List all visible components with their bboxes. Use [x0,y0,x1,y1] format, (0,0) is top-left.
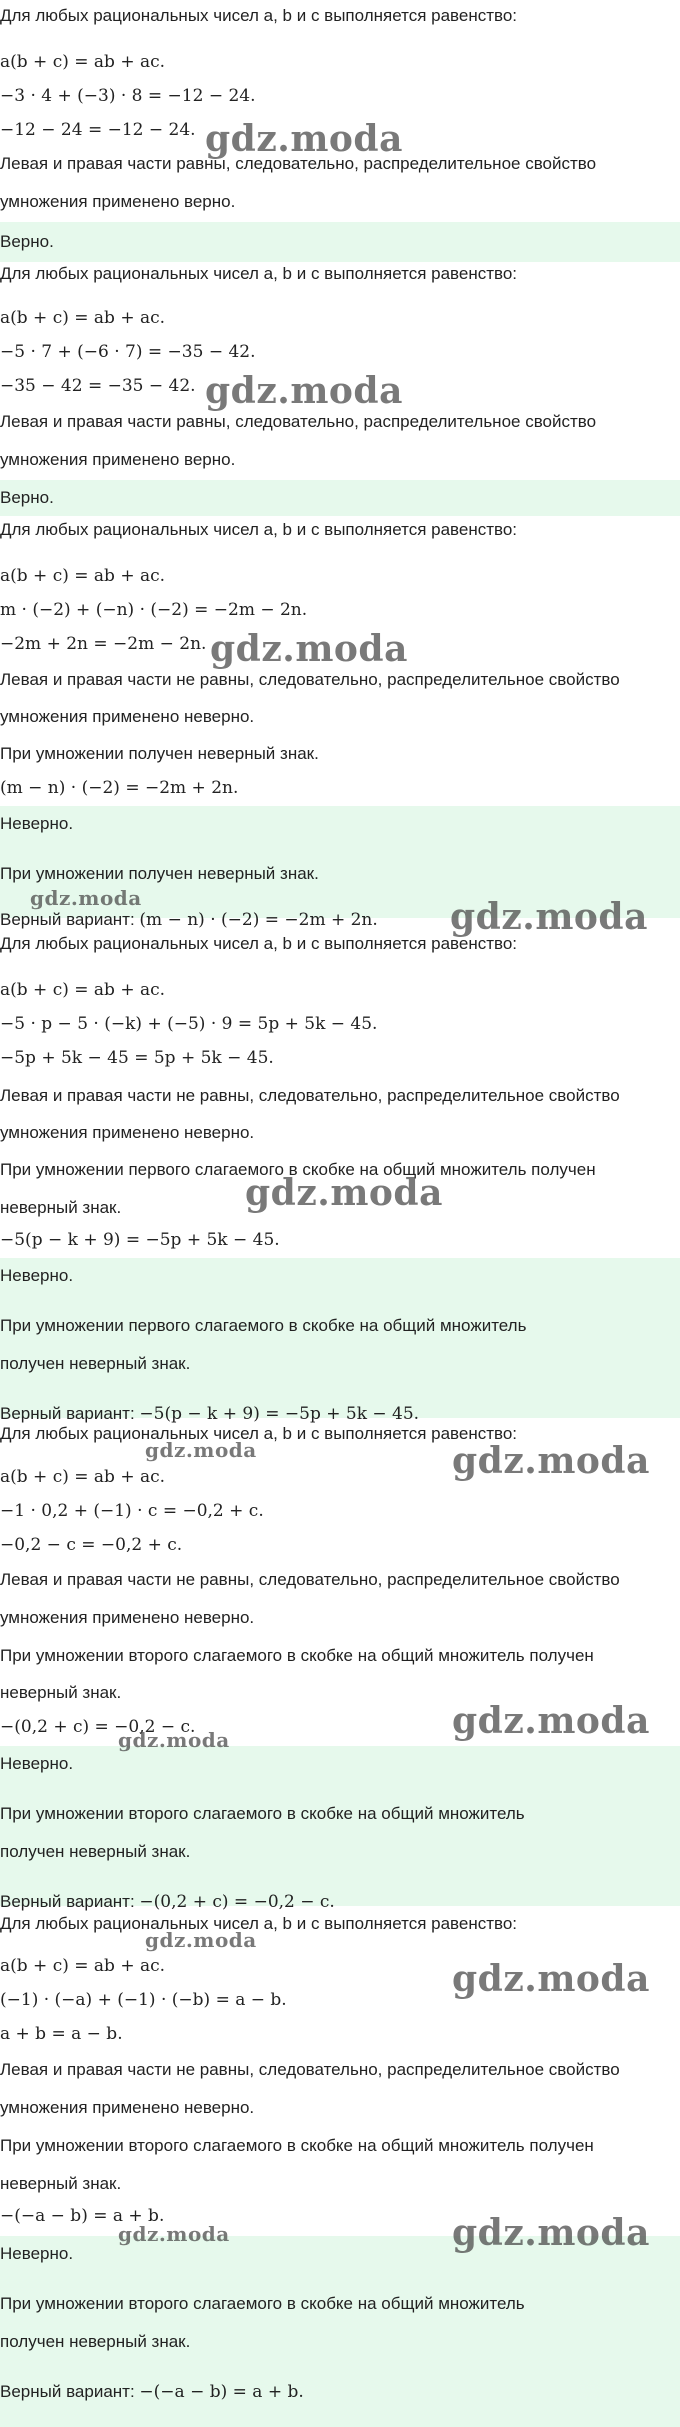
equation-1: −5 · p − 5 · (−k) + (−5) · 9 = 5p + 5k − 45. [0,1014,378,1034]
error-note: При умножении получен неверный знак. [0,744,319,763]
law-formula: a(b + c) = ab + ac. [0,566,166,586]
conclusion-line-1: Левая и правая части равны, следовательно, распределительное свойство [0,412,597,431]
correct-variant-formula: −5(p − k + 9) = −5p + 5k − 45. [139,1404,420,1424]
result-band [0,1258,680,1418]
verdict-note-line-1: При умножении второго слагаемого в скобке на общий множитель [0,1804,525,1823]
correct-variant-formula: (m − n) · (−2) = −2m + 2n. [139,910,378,930]
result-band [0,480,680,516]
watermark-logo: gdz.moda [245,1172,443,1214]
conclusion-line-1: Левая и правая части не равны, следовательно, распределительное свойство [0,1570,620,1589]
error-note-line-2: неверный знак. [0,1198,122,1217]
error-note-line-1: При умножении первого слагаемого в скобке на общий множитель получен [0,1160,596,1179]
conclusion-line-1: Левая и правая части не равны, следовательно, распределительное свойство [0,1086,620,1105]
corrected-equation: −(0,2 + c) = −0,2 − c. [0,1717,196,1737]
conclusion-line-1: Левая и правая части не равны, следовательно, распределительное свойство [0,2060,620,2079]
error-note-line-2: неверный знак. [0,1683,122,1702]
equation-1: −5 · 7 + (−6 · 7) = −35 − 42. [0,342,256,362]
conclusion-line-2: умножения применено неверно. [0,707,255,726]
equation-2: −0,2 − c = −0,2 + c. [0,1535,183,1555]
verdict-note-line-2: получен неверный знак. [0,2332,191,2351]
watermark-logo: gdz.moda [450,896,648,938]
result-band [0,222,680,262]
correct-variant [0,1890,335,1914]
equation-2: −35 − 42 = −35 − 42. [0,376,196,396]
intro-text: Для любых рациональных чисел a, b и c выполняется равенство: [0,264,518,283]
verdict: Верно. [0,488,54,507]
corrected-equation: (m − n) · (−2) = −2m + 2n. [0,778,239,798]
law-formula: a(b + c) = ab + ac. [0,52,166,72]
equation-2: −5p + 5k − 45 = 5p + 5k − 45. [0,1048,274,1068]
error-note-line-1: При умножении второго слагаемого в скобке на общий множитель получен [0,2136,594,2155]
result-band [0,1746,680,1906]
verdict: Неверно. [0,814,74,833]
verdict: Верно. [0,232,54,251]
conclusion-line-2: умножения применено неверно. [0,1608,255,1627]
watermark-logo: gdz.moda [205,370,403,412]
error-note-line-2: неверный знак. [0,2174,122,2193]
conclusion-line-2: умножения применено неверно. [0,1123,255,1142]
equation-2: −12 − 24 = −12 − 24. [0,120,196,140]
equation-1: m · (−2) + (−n) · (−2) = −2m − 2n. [0,600,308,620]
conclusion-line-2: умножения применено неверно. [0,2098,255,2117]
watermark-logo: gdz.moda [210,628,408,670]
verdict-note-line-2: получен неверный знак. [0,1354,191,1373]
intro-text: Для любых рациональных чисел a, b и c выполняется равенство: [0,1914,518,1933]
watermark-logo: gdz.moda [30,886,142,910]
law-formula: a(b + c) = ab + ac. [0,980,166,1000]
watermark-logo: gdz.moda [452,1700,650,1742]
watermark-logo: gdz.moda [118,2222,230,2246]
equation-1: (−1) · (−a) + (−1) · (−b) = a − b. [0,1990,287,2010]
correct-variant-label: Верный вариант: [0,910,135,929]
watermark-logo: gdz.moda [118,1728,230,1752]
equation-1: −1 · 0,2 + (−1) · c = −0,2 + c. [0,1501,264,1521]
correct-variant-formula: −(−a − b) = a + b. [139,2382,304,2402]
correct-variant [0,2380,304,2404]
error-note-line-1: При умножении второго слагаемого в скобке на общий множитель получен [0,1646,594,1665]
equation-2: −2m + 2n = −2m − 2n. [0,634,207,654]
verdict: Неверно. [0,2244,74,2263]
corrected-equation: −5(p − k + 9) = −5p + 5k − 45. [0,1230,280,1250]
watermark-logo: gdz.moda [145,1928,257,1952]
intro-text: Для любых рациональных чисел a, b и c выполняется равенство: [0,520,518,539]
verdict: Неверно. [0,1754,74,1773]
verdict-note: При умножении получен неверный знак. [0,864,319,883]
correct-variant [0,908,378,932]
corrected-equation: −(−a − b) = a + b. [0,2206,165,2226]
conclusion-line-1: Левая и правая части не равны, следовательно, распределительное свойство [0,670,620,689]
intro-text: Для любых рациональных чисел a, b и c выполняется равенство: [0,6,518,25]
equation-2: a + b = a − b. [0,2024,123,2044]
watermark-logo: gdz.moda [452,1958,650,2000]
watermark-logo: gdz.moda [205,118,403,160]
correct-variant-formula: −(0,2 + c) = −0,2 − c. [139,1892,335,1912]
law-formula: a(b + c) = ab + ac. [0,1956,166,1976]
correct-variant-label: Верный вариант: [0,2382,135,2401]
watermark-logo: gdz.moda [452,2212,650,2254]
verdict-note-line-1: При умножении второго слагаемого в скобке на общий множитель [0,2294,525,2313]
verdict-note-line-1: При умножении первого слагаемого в скобке на общий множитель [0,1316,527,1335]
correct-variant-label: Верный вариант: [0,1892,135,1911]
intro-text: Для любых рациональных чисел a, b и c выполняется равенство: [0,934,518,953]
law-formula: a(b + c) = ab + ac. [0,308,166,328]
equation-1: −3 · 4 + (−3) · 8 = −12 − 24. [0,86,256,106]
verdict: Неверно. [0,1266,74,1285]
conclusion-line-2: умножения применено верно. [0,192,236,211]
law-formula: a(b + c) = ab + ac. [0,1467,166,1487]
intro-text: Для любых рациональных чисел a, b и c выполняется равенство: [0,1424,518,1443]
verdict-note-line-2: получен неверный знак. [0,1842,191,1861]
watermark-logo: gdz.moda [145,1438,257,1462]
watermark-logo: gdz.moda [452,1440,650,1482]
correct-variant-label: Верный вариант: [0,1404,135,1423]
conclusion-line-1: Левая и правая части равны, следовательно, распределительное свойство [0,154,597,173]
conclusion-line-2: умножения применено верно. [0,450,236,469]
